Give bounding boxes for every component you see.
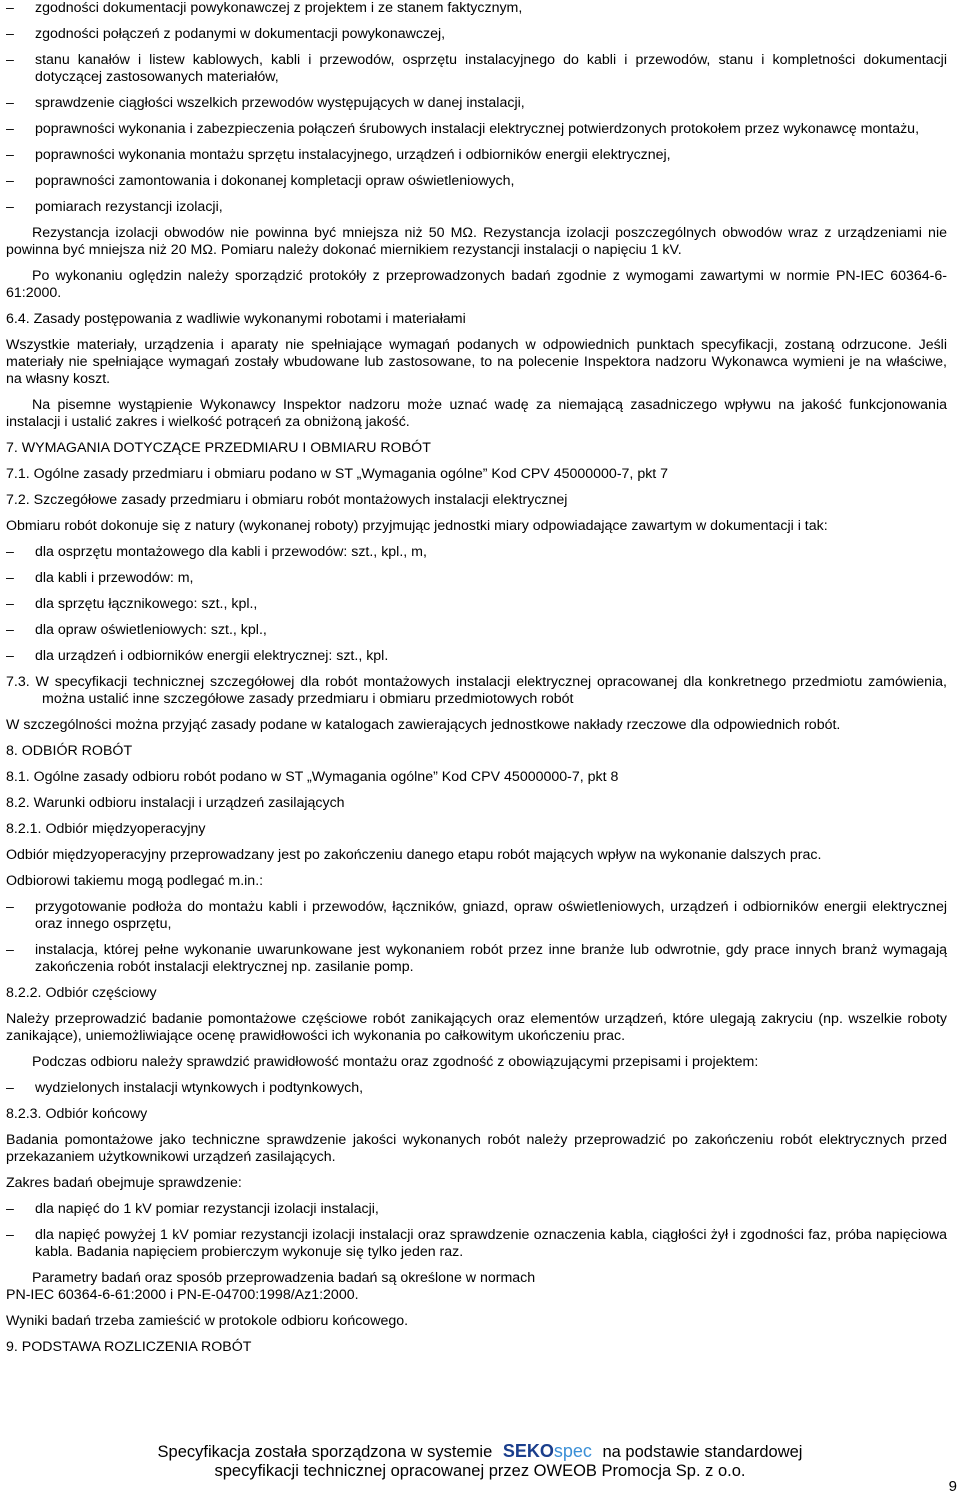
paragraph-podczas: Podczas odbioru należy sprawdzić prawidłowość montażu oraz zgodność z obowiązującymi przepisami i projektem: <box>32 1054 759 1070</box>
heading-8-2-2: 8.2.2. Odbiór częściowy <box>6 985 157 1001</box>
dash-marker: – <box>6 1227 14 1243</box>
dash-marker: – <box>6 596 14 612</box>
dash-marker: – <box>6 26 14 42</box>
paragraph-wyniki: Wyniki badań trzeba zamieścić w protokole odbioru końcowego. <box>6 1313 409 1329</box>
list-item <box>6 0 947 17</box>
dash-marker: – <box>6 0 14 16</box>
list-item-text: sprawdzenie ciągłości wszelkich przewodów występujących w danej instalacji, <box>35 95 525 111</box>
dash-marker: – <box>6 147 14 163</box>
dash-marker: – <box>6 199 14 215</box>
heading-7: 7. WYMAGANIA DOTYCZĄCE PRZEDMIARU I OBMIARU ROBÓT <box>6 440 431 456</box>
heading-6-4: 6.4. Zasady postępowania z wadliwie wykonanymi robotami i materiałami <box>6 311 466 327</box>
list-item-text: dla osprzętu montażowego dla kabli i przewodów: szt., kpl., m, <box>35 544 427 560</box>
list-item-text: poprawności wykonania i zabezpieczenia połączeń śrubowych instalacji elektrycznej potwierdzonych protokołem przez wykonawcę montażu, <box>35 121 920 137</box>
dash-marker: – <box>6 173 14 189</box>
list-item-text: dla urządzeń i odbiorników energii elektrycznej: szt., kpl. <box>35 648 389 664</box>
footer-line-2: specyfikacji technicznej opracowanej przez OWEOB Promocja Sp. z o.o. <box>214 1462 746 1480</box>
dash-marker: – <box>6 570 14 586</box>
paragraph-pisemne: Na pisemne wystąpienie Wykonawcy Inspektor nadzoru może uznać wadę za niemającą zasadniczego wpływu na jakość funkcjonowania instalacji i ustalić zakres i wielkość potrąceń za obniżoną jakość. <box>6 397 947 430</box>
heading-8-2: 8.2. Warunki odbioru instalacji i urządzeń zasilających <box>6 795 345 811</box>
list-item <box>6 1227 947 1261</box>
list-item <box>6 121 947 138</box>
dash-marker: – <box>6 121 14 137</box>
dash-marker: – <box>6 622 14 638</box>
paragraph-koncowy: Badania pomontażowe jako techniczne sprawdzenie jakości wykonanych robót należy przeprowadzić po zakończeniu robót elektrycznych przed przekazaniem użytkownikowi urządzeń zasilających. <box>6 1132 947 1165</box>
list-item <box>6 52 947 86</box>
list-item <box>6 26 947 43</box>
dash-marker: – <box>6 899 14 915</box>
heading-7-2: 7.2. Szczegółowe zasady przedmiaru i obmiaru robót montażowych instalacji elektrycznej <box>6 492 568 508</box>
heading-8: 8. ODBIÓR ROBÓT <box>6 743 133 759</box>
list-item <box>6 173 947 190</box>
dash-marker: – <box>6 95 14 111</box>
list-item-text: wydzielonych instalacji wtynkowych i podtynkowych, <box>35 1080 364 1096</box>
list-item <box>6 544 947 561</box>
list-item <box>6 199 947 216</box>
logo-spec-text: spec <box>553 1441 592 1461</box>
list-item <box>6 147 947 164</box>
list-item <box>6 1080 947 1097</box>
footer-line-1 <box>0 1442 960 1462</box>
heading-8-2-1: 8.2.1. Odbiór międzyoperacyjny <box>6 821 206 837</box>
list-item-text: instalacja, której pełne wykonanie uwarunkowane jest wykonaniem robót przez inne branże lub odwrotnie, gdy prace innych branż wymagają zakończenia robót instalacji elektrycznej np. zasilanie pomp. <box>35 942 947 975</box>
list-item <box>6 648 947 665</box>
footer-text-after-logo: na podstawie standardowej <box>602 1443 803 1461</box>
document-page <box>6 0 947 1356</box>
paragraph-materialy: Wszystkie materiały, urządzenia i aparaty nie spełniające wymagań podanych w odpowiednich punktach specyfikacji, zostaną odrzucone. Jeśli materiały nie spełniające wymagań zostały wbudowane lub zastosowane, to na polecenie Inspektora nadzoru Wykonawca wymieni je na właściwe, na własny koszt. <box>6 337 947 387</box>
sekospec-logo <box>503 1441 592 1461</box>
paragraph-parametry-normy: PN-IEC 60364-6-61:2000 i PN-E-04700:1998/Az1:2000. <box>6 1287 359 1303</box>
list-item <box>6 1201 947 1218</box>
list-item-text: pomiarach rezystancji izolacji, <box>35 199 223 215</box>
list-item-text: dla sprzętu łącznikowego: szt., kpl., <box>35 596 258 612</box>
logo-seko-text: SEKO <box>502 1441 554 1461</box>
list-item-text: dla napięć powyżej 1 kV pomiar rezystancji izolacji instalacji oraz sprawdzenie oznaczenia kabla, ciągłości żył i zgodności faz, próba napięciowa kabla. Badania napięciem probierczym wykonuje się tylko jeden raz. <box>35 1227 947 1260</box>
paragraph-parametry: Parametry badań oraz sposób przeprowadzenia badań są określone w normach <box>32 1270 536 1286</box>
paragraph-rezystancja: Rezystancja izolacji obwodów nie powinna być mniejsza niż 50 MΩ. Rezystancja izolacji poszczególnych obwodów wraz z urządzeniami nie powinna być mniejsza niż 20 MΩ. Pomiaru należy dokonać miernikiem rezystancji instalacji o napięciu 1 kV. <box>6 225 947 258</box>
paragraph-zakres: Zakres badań obejmuje sprawdzenie: <box>6 1175 242 1191</box>
heading-8-2-3: 8.2.3. Odbiór końcowy <box>6 1106 148 1122</box>
list-item <box>6 95 947 112</box>
list-item-text: przygotowanie podłoża do montażu kabli i przewodów, łączników, gniazd, opraw oświetleniowych, urządzeń i odbiorników energii elektrycznej oraz innego osprzętu, <box>35 899 947 932</box>
list-item <box>6 622 947 639</box>
list-item-text: zgodności połączeń z podanymi w dokumentacji powykonawczej, <box>35 26 446 42</box>
list-item-text: dla kabli i przewodów: m, <box>35 570 194 586</box>
heading-8-1: 8.1. Ogólne zasady odbioru robót podano w ST „Wymagania ogólne” Kod CPV 45000000-7, pkt 8 <box>6 769 619 785</box>
dash-marker: – <box>6 942 14 958</box>
list-item-text: dla napięć do 1 kV pomiar rezystancji izolacji instalacji, <box>35 1201 379 1217</box>
list-item-text: poprawności zamontowania i dokonanej kompletacji opraw oświetleniowych, <box>35 173 515 189</box>
list-item <box>6 570 947 587</box>
list-item <box>6 942 947 976</box>
list-item <box>6 899 947 933</box>
list-item-text: dla opraw oświetleniowych: szt., kpl., <box>35 622 267 638</box>
paragraph-czesciowy: Należy przeprowadzić badanie pomontażowe częściowe robót zanikających oraz elementów urządzeń, które ulegają zakryciu (np. wszelkie roboty zanikające), uniemożliwiające ocenę prawidłowości ich wykonania po całkowitym ukończeniu prac. <box>6 1011 947 1044</box>
heading-9: 9. PODSTAWA ROZLICZENIA ROBÓT <box>6 1339 252 1355</box>
footer-text-before-logo: Specyfikacja została sporządzona w systemie <box>157 1443 493 1461</box>
list-item-text: stanu kanałów i listew kablowych, kabli i przewodów, osprzętu instalacyjnego do kabli i przewodów, stanu i kompletności dokumentacji dotyczącej zastosowanych materiałów, <box>35 52 947 85</box>
page-footer <box>0 1442 960 1481</box>
paragraph-obmiaru: Obmiaru robót dokonuje się z natury (wykonanej roboty) przyjmując jednostki miary odpowiadające zawartym w dokumentacji i tak: <box>6 518 828 534</box>
paragraph-odbiorowi: Odbiorowi takiemu mogą podlegać m.in.: <box>6 873 264 889</box>
dash-marker: – <box>6 648 14 664</box>
paragraph-katalogi: W szczególności można przyjąć zasady podane w katalogach zawierających jednostkowe nakłady rzeczowe dla odpowiednich robót. <box>6 717 841 733</box>
list-item-text: zgodności dokumentacji powykonawczej z projektem i ze stanem faktycznym, <box>35 0 523 16</box>
heading-7-3: 7.3. W specyfikacji technicznej szczegółowej dla robót montażowych instalacji elektrycznej opracowanej dla konkretnego przedmiotu zamówienia, można ustalić inne szczegółowe zasady przedmiaru i obmiaru przedmiotowych robót <box>6 674 947 707</box>
dash-marker: – <box>6 1080 14 1096</box>
page-number: 9 <box>948 1478 957 1495</box>
dash-marker: – <box>6 1201 14 1217</box>
list-item <box>6 596 947 613</box>
dash-marker: – <box>6 52 14 68</box>
dash-marker: – <box>6 544 14 560</box>
heading-7-1: 7.1. Ogólne zasady przedmiaru i obmiaru podano w ST „Wymagania ogólne” Kod CPV 45000000-7, pkt 7 <box>6 466 669 482</box>
paragraph-ogledziny: Po wykonaniu oględzin należy sporządzić protokóły z przeprowadzonych badań zgodnie z wymogami zawartymi w normie PN-IEC 60364-6-61:2000. <box>6 268 947 301</box>
paragraph-miedzyop: Odbiór międzyoperacyjny przeprowadzany jest po zakończeniu danego etapu robót mających wpływ na wykonanie dalszych prac. <box>6 847 822 863</box>
list-item-text: poprawności wykonania montażu sprzętu instalacyjnego, urządzeń i odbiorników energii elektrycznej, <box>35 147 671 163</box>
